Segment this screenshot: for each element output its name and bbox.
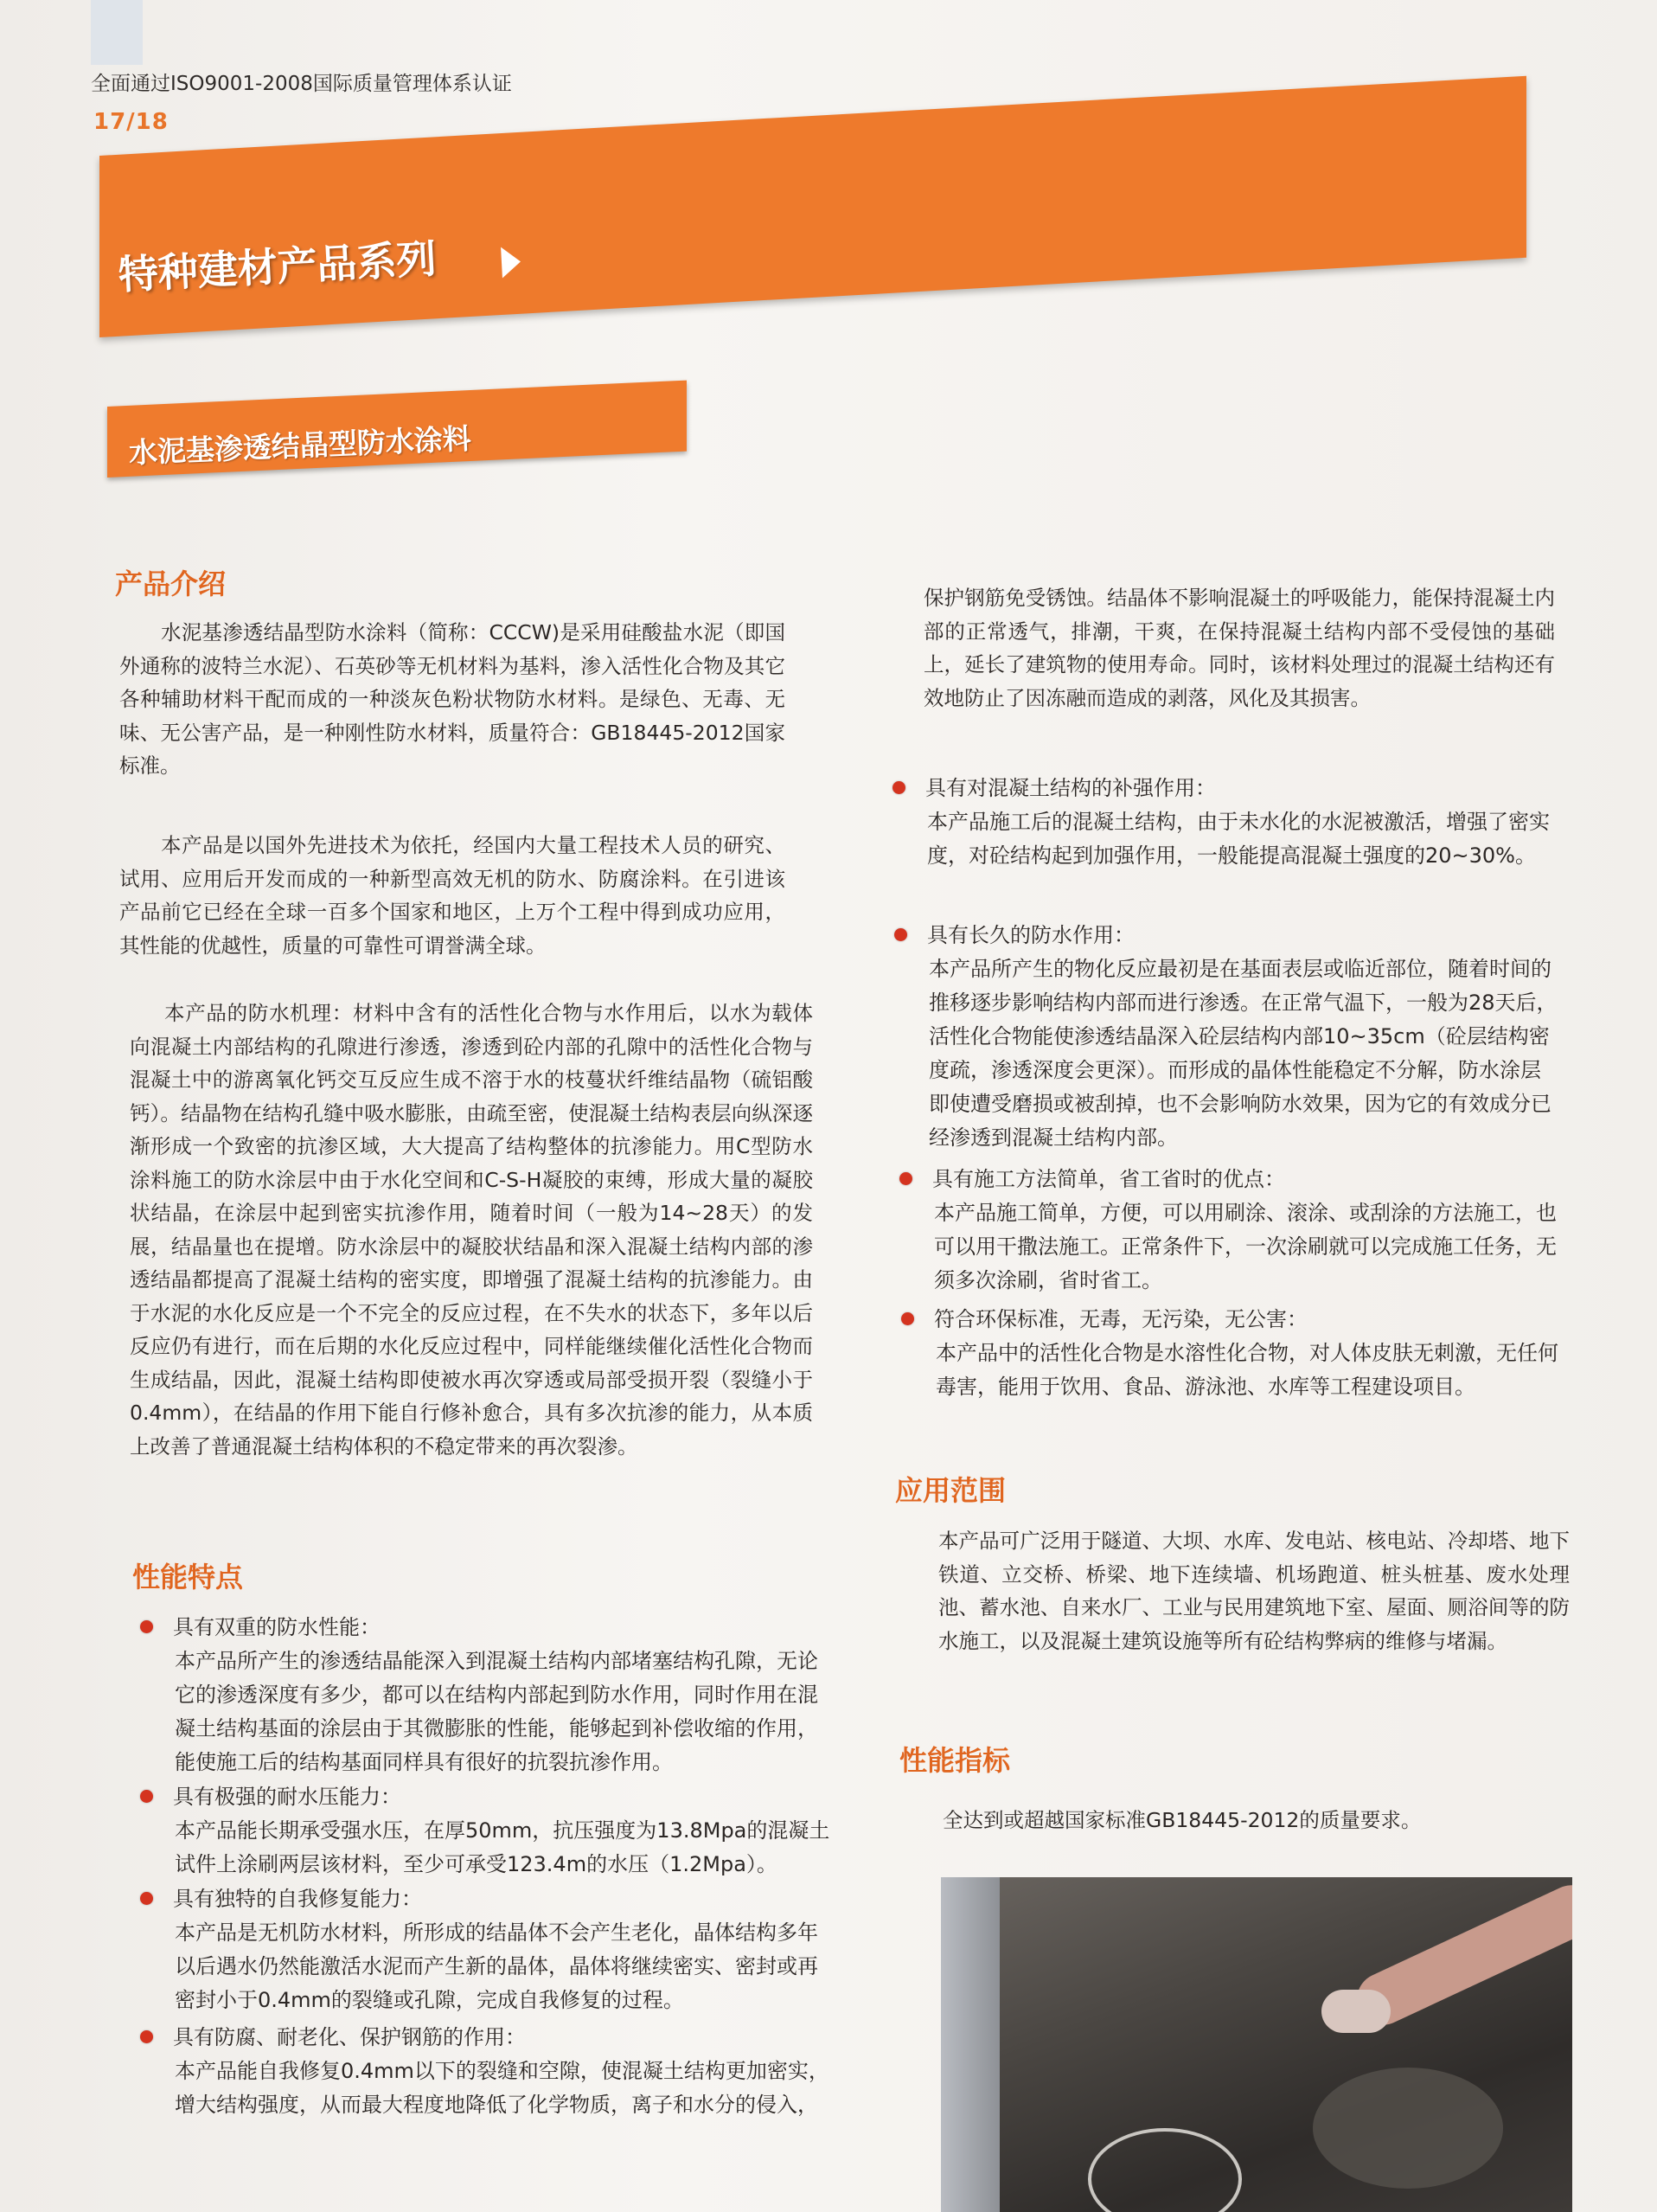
performance-text: 全达到或超越国家标准GB18445-2012的质量要求。 — [943, 1808, 1422, 1832]
bullet-dot-icon — [140, 1790, 153, 1803]
feature-title: 具有防腐、耐老化、保护钢筋的作用： — [173, 2025, 526, 2049]
feature-title: 符合环保标准，无毒，无污染，无公害： — [934, 1307, 1308, 1331]
feature-item — [925, 772, 1555, 873]
feature-body: 本产品施工简单，方便，可以用刷涂、滚涂、或刮涂的方法施工，也可以用干撒法施工。正常条件下，一次涂刷就可以完成施工任务，无须多次涂刷，省时省工。 — [934, 1201, 1557, 1292]
application-text: 本产品可广泛用于隧道、大坝、水库、发电站、核电站、冷却塔、地下铁道、立交桥、桥梁、地下连续墙、机场跑道、桩头桩基、废水处理池、蓄水池、自来水厂、工业与民用建筑地下室、屋面、厕浴间等的防水施工，以及混凝土建筑设施等所有砼结构弊病的维修与堵漏。 — [938, 1529, 1570, 1653]
feature-item — [173, 2021, 848, 2122]
feature-title: 具有独特的自我修复能力： — [173, 1887, 422, 1911]
feature-item — [927, 919, 1561, 1155]
bullet-dot-icon — [892, 781, 905, 794]
features-heading: 性能特点 — [132, 1561, 244, 1593]
photo-worker-hand — [1321, 1990, 1391, 2033]
bullet-dot-icon — [140, 2030, 153, 2043]
feature-body: 本产品中的活性化合物是水溶性化合物，对人体皮肤无刺激，无任何毒害，能用于饮用、食品、游泳池、水库等工程建设项目。 — [936, 1341, 1558, 1399]
feature-item — [173, 1882, 830, 2017]
feature-body: 本产品能自我修复0.4mm以下的裂缝和空隙，使混凝土结构更加密实，增大结构强度，从而最大程度地降低了化学物质，离子和水分的侵入， — [175, 2059, 829, 2117]
product-title: 水泥基渗透结晶型防水涂料 — [128, 421, 472, 470]
photo-wall — [941, 1877, 1000, 2212]
feature-title: 具有长久的防水作用： — [927, 923, 1135, 947]
feature-item — [932, 1163, 1562, 1298]
feature-title: 具有极强的耐水压能力： — [173, 1785, 401, 1809]
feature-title: 具有施工方法简单，省工省时的优点： — [932, 1167, 1285, 1191]
intro-heading: 产品介绍 — [115, 567, 227, 600]
intro-paragraph-2: 本产品是以国外先进技术为依托，经国内大量工程技术人员的研究、试用、应用后开发而成的一种新型高效无机的防水、防腐涂料。在引进该产品前它已经在全球一百多个国家和地区，上万个工程中得到成功应用，其性能的优越性，质量的可靠性可谓誉满全球。 — [119, 833, 785, 958]
feature-title: 具有对混凝土结构的补强作用： — [925, 776, 1216, 800]
feature-title: 具有双重的防水性能： — [173, 1615, 381, 1639]
application-heading: 应用范围 — [895, 1474, 1007, 1507]
feature-body: 本产品施工后的混凝土结构，由于未水化的水泥被激活，增强了密实度，对砼结构起到加强作用，一般能提高混凝土强度的20~30%。 — [927, 810, 1550, 868]
feature-item — [173, 1780, 830, 1882]
photo-bucket — [1088, 2128, 1242, 2212]
bullet-dot-icon — [899, 1172, 912, 1185]
corner-tab — [91, 0, 143, 65]
certification-text: 全面通过ISO9001-2008国际质量管理体系认证 — [91, 73, 512, 95]
bullet-dot-icon — [140, 1620, 153, 1633]
feature-body: 本产品能长期承受强水压，在厚50mm，抗压强度为13.8Mpa的混凝土试件上涂刷两层该材料，至少可承受123.4m的水压（1.2Mpa）。 — [175, 1818, 830, 1876]
arrow-right-icon — [501, 246, 521, 278]
bullet-dot-icon — [140, 1892, 153, 1905]
feature-continued: 保护钢筋免受锈蚀。结晶体不影响混凝土的呼吸能力，能保持混凝土内部的正常透气，排潮，干爽，在保持混凝土结构内部不受侵蚀的基础上，延长了建筑物的使用寿命。同时，该材料处理过的混凝土结构还有效地防止了因冻融而造成的剥落，风化及其损害。 — [924, 586, 1555, 710]
intro-paragraph-1: 水泥基渗透结晶型防水涂料（简称：CCCW)是采用硅酸盐水泥（即国外通称的波特兰水泥）、石英砂等无机材料为基料，渗入活性化合物及其它各种辅助材料干配而成的一种淡灰色粉状物防水材料。是绿色、无毒、无味、无公害产品，是一种刚性防水材料，质量符合：GB18445-2012国家标准。 — [119, 620, 785, 778]
photo-coated-patch — [1313, 2068, 1503, 2189]
page-number: 17/18 — [93, 109, 169, 135]
feature-item — [934, 1303, 1564, 1404]
feature-item — [173, 1611, 820, 1779]
construction-photo-icon — [941, 1877, 1572, 2212]
performance-heading: 性能指标 — [899, 1744, 1011, 1777]
bullet-dot-icon — [894, 928, 907, 941]
feature-body: 本产品所产生的物化反应最初是在基面表层或临近部位，随着时间的推移逐步影响结构内部而进行渗透。在正常气温下，一般为28天后，活性化合物能使渗透结晶深入砼层结构内部10~35cm（砼层结构密度疏，渗透深度会更深）。而形成的晶体性能稳定不分解，防水涂层即使遭受磨损或被刮掉，也不会影响防水效果，因为它的有效成分已经渗透到混凝土结构内部。 — [929, 957, 1558, 1150]
feature-body: 本产品是无机防水材料，所形成的结晶体不会产生老化，晶体结构多年以后遇水仍然能激活水泥而产生新的晶体，晶体将继续密实、密封或再密封小于0.4mm的裂缝或孔隙，完成自我修复的过程。 — [175, 1920, 818, 2012]
feature-body: 本产品所产生的渗透结晶能深入到混凝土结构内部堵塞结构孔隙，无论它的渗透深度有多少，都可以在结构内部起到防水作用，同时作用在混凝土结构基面的涂层由于其微膨胀的性能，能够起到补偿收缩的作用，能使施工后的结构基面同样具有很好的抗裂抗渗作用。 — [175, 1649, 818, 1774]
banner-title: 特种建材产品系列 — [117, 234, 438, 298]
bullet-dot-icon — [901, 1312, 914, 1325]
intro-paragraph-3: 本产品的防水机理：材料中含有的活性化合物与水作用后，以水为载体向混凝土内部结构的孔隙进行渗透，渗透到砼内部的孔隙中的活性化合物与混凝土中的游离氧化钙交互反应生成不溶于水的枝蔓状纤维结晶物（硫铝酸钙）。结晶物在结构孔缝中吸水膨胀，由疏至密，使混凝土结构表层向纵深逐渐形成一个致密的抗渗区域，大大提高了结构整体的抗渗能力。用C型防水涂料施工的防水涂层中由于水化空间和C-S-H凝胶的束缚，形成大量的凝胶状结晶，在涂层中起到密实抗渗作用，随着时间（一般为14~28天）的发展，结晶量也在提增。防水涂层中的凝胶状结晶和深入混凝土结构内部的渗透结晶都提高了混凝土结构的密实度，即增强了混凝土结构的抗渗能力。由于水泥的水化反应是一个不完全的反应过程，在不失水的状态下，多年以后反应仍有进行，而在后期的水化反应过程中，同样能继续催化活性化合物而生成结晶，因此，混凝土结构即使被水再次穿透或局部受损开裂（裂缝小于0.4mm），在结晶的作用下能自行修补愈合，具有多次抗渗的能力，从本质上改善了普通混凝土结构体积的不稳定带来的再次裂渗。 — [130, 1001, 813, 1459]
